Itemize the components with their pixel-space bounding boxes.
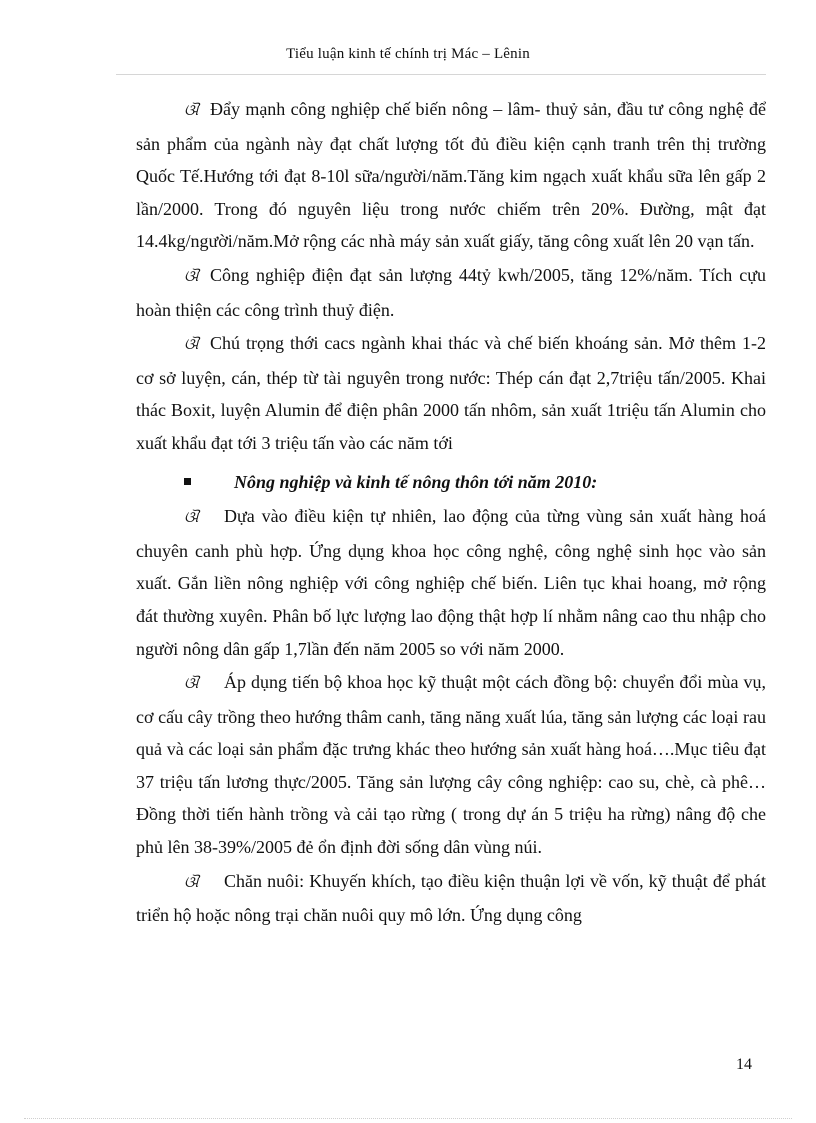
paragraph-text: Chăn nuôi: Khuyến khích, tạo điều kiện thuận lợi về vốn, kỹ thuật để phát triển hộ hoặc nông trại chăn nuôi quy mô lớn. Ứng dụng công xyxy=(136,870,766,926)
paragraph-text: Dựa vào điều kiện tự nhiên, lao động của từng vùng sản xuất hàng hoá chuyên canh phù hợp. Ứng dụng khoa học công nghệ, công nghệ sinh học vào sản xuất. Gắn liền nông nghiệp với công nghiệp chế biến. Liên tục khai hoang, mở rộng đát thường xuyên. Phân bố lực lượng lao động thật hợp lí nhằm nâng cao thu nhập cho người nông dân gấp 1,7lần đến năm 2005 so với năm 2000. xyxy=(136,506,766,659)
paragraph-technology xyxy=(136,666,766,864)
page-number: 14 xyxy=(736,1056,752,1073)
paragraph-processing-industry xyxy=(136,93,766,258)
paragraph-text: Công nghiệp điện đạt sản lượng 44tỷ kwh/2005, tăng 12%/năm. Tích cựu hoàn thiện các công trình thuỷ điện. xyxy=(136,264,766,320)
section-title: Nông nghiệp và kinh tế nông thôn tới năm 2010: xyxy=(234,471,598,492)
wingding-bullet-icon: ଔ xyxy=(184,510,198,527)
black-square-icon xyxy=(184,478,191,485)
section-heading xyxy=(136,466,766,499)
wingding-bullet-icon: ଔ xyxy=(184,337,198,354)
paragraph-text: Chú trọng thới cacs ngành khai thác và chế biến khoáng sản. Mở thêm 1-2 cơ sở luyện, cán, thép từ tài nguyên trong nước: Thép cán đạt 2,7triệu tấn/2005. Khai thác Boxit, luyện Alumin để điện phân 2000 tấn nhôm, sản xuất 1triệu tấn Alumin cho xuất khẩu đạt tới 3 triệu tấn vào các năm tới xyxy=(136,333,766,453)
paragraph-mining xyxy=(136,327,766,459)
paragraph-power-industry xyxy=(136,259,766,326)
wingding-bullet-icon: ଔ xyxy=(184,103,198,119)
wingding-bullet-icon: ଔ xyxy=(184,874,198,891)
header-divider xyxy=(116,74,766,75)
paragraph-text: Áp dụng tiến bộ khoa học kỹ thuật một cách đồng bộ: chuyển đổi mùa vụ, cơ cấu cây trồng theo hướng thâm canh, tăng năng xuất lúa, tăng sản lượng các loại rau quả và các loại sản phẩm đặc trưng khác theo hướng sản xuất hàng hoá….Mục tiêu đạt 37 triệu tấn lương thực/2005. Tăng sản lượng cây công nghiệp: cao su, chè, cà phê…Đồng thời tiến hành trồng và cải tạo rừng ( trong dự án 5 triệu ha rừng) nâng độ che phủ lên 38-39%/2005 đẻ ổn định đời sống dân vùng núi. xyxy=(136,672,766,858)
paragraph-livestock xyxy=(136,865,766,932)
wingding-bullet-icon: ଔ xyxy=(184,676,198,693)
wingding-bullet-icon: ଔ xyxy=(184,268,198,285)
paragraph-natural-conditions xyxy=(136,500,766,665)
page-header: Tiểu luận kinh tế chính trị Mác – Lênin xyxy=(286,46,530,62)
footer-divider xyxy=(24,1118,792,1119)
document-body xyxy=(136,92,766,932)
paragraph-text: Đẩy mạnh công nghiệp chế biến nông – lâm- thuỷ sản, đầu tư công nghệ để sản phẩm của ngành này đạt chất lượng tốt đủ điều kiện cạnh tranh trên thị trường Quốc Tế.Hướng tới đạt 8-10l sữa/người/năm.Tăng kim ngạch xuất khẩu sữa lên gấp 2 lần/2000. Trong đó nguyên liệu trong nước chiếm trên 20%. Đường, mật đạt 14.4kg/người/năm.Mở rộng các nhà máy sản xuất giấy, tăng công xuất lên 20 vạn tấn. xyxy=(136,99,766,252)
